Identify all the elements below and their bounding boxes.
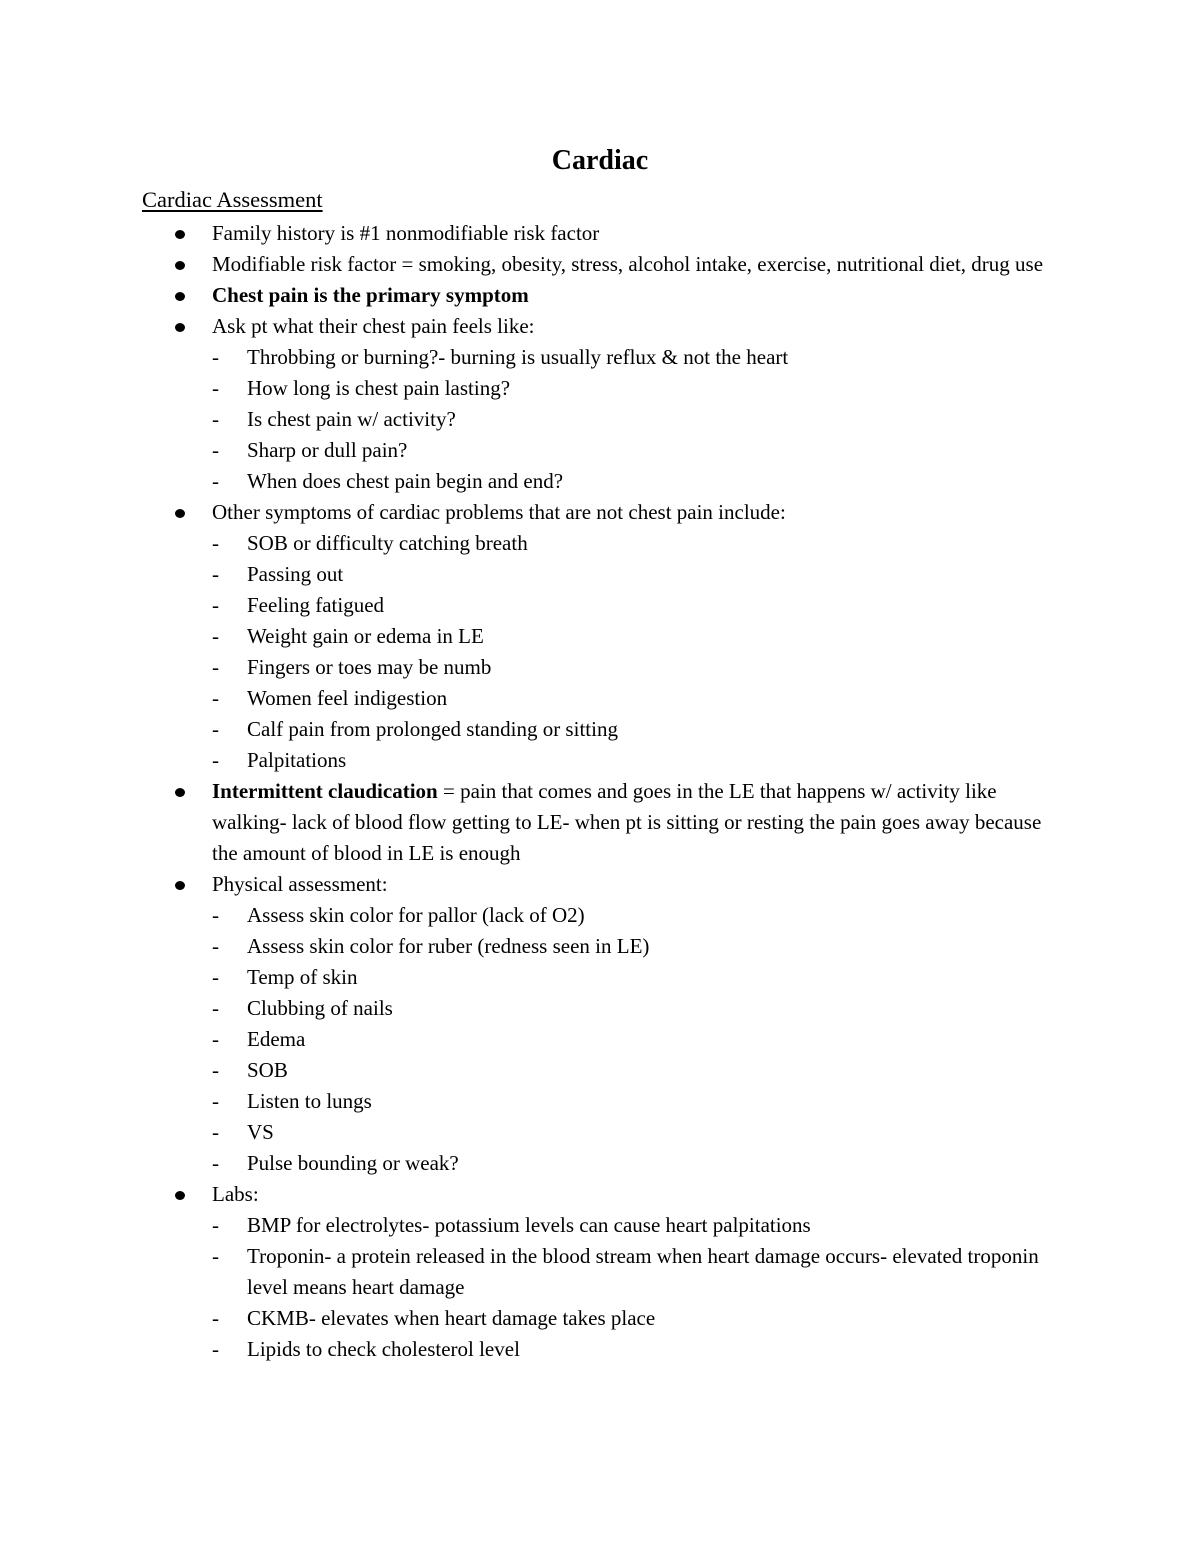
dash-marker: - xyxy=(212,1337,219,1361)
item-text: Palpitations xyxy=(247,748,347,772)
sub-list-item xyxy=(0,683,1200,714)
item-text: Is chest pain w/ activity? xyxy=(247,407,456,431)
dash-marker: - xyxy=(212,903,219,927)
sub-list-item xyxy=(0,373,1200,404)
item-text: Temp of skin xyxy=(247,965,358,989)
sub-list-item xyxy=(0,528,1200,559)
sub-list-item xyxy=(0,342,1200,373)
item-text: VS xyxy=(247,1120,274,1144)
sub-list-item xyxy=(0,1086,1200,1117)
dash-marker: - xyxy=(212,438,219,462)
dash-marker: - xyxy=(212,593,219,617)
item-text: Assess skin color for pallor (lack of O2) xyxy=(247,903,585,927)
sub-list-item xyxy=(0,1210,1200,1241)
item-text: Other symptoms of cardiac problems that are not chest pain include: xyxy=(212,500,786,524)
dash-marker: - xyxy=(212,531,219,555)
dash-marker: - xyxy=(212,562,219,586)
item-text: Modifiable risk factor = smoking, obesity, stress, alcohol intake, exercise, nutritional diet, drug use xyxy=(212,252,1044,276)
sub-list-item xyxy=(0,559,1200,590)
sub-list-item xyxy=(0,1055,1200,1086)
bullet-marker xyxy=(175,788,185,797)
bullet-list-item xyxy=(0,776,1200,869)
item-text: Troponin- a protein released in the blood stream when heart damage occurs- elevated troponin level means heart damage xyxy=(247,1244,1039,1299)
sub-list-item xyxy=(0,435,1200,466)
dash-marker: - xyxy=(212,1089,219,1113)
item-text: Ask pt what their chest pain feels like: xyxy=(212,314,535,338)
sub-list-item xyxy=(0,466,1200,497)
bullet-marker xyxy=(175,881,185,890)
item-text: When does chest pain begin and end? xyxy=(247,469,564,493)
sub-list-item xyxy=(0,714,1200,745)
item-text: Family history is #1 nonmodifiable risk factor xyxy=(212,221,600,245)
dash-marker: - xyxy=(212,469,219,493)
dash-marker: - xyxy=(212,655,219,679)
bullet-marker xyxy=(175,1191,185,1200)
document-title: Cardiac xyxy=(551,145,649,176)
sub-list-item xyxy=(0,1148,1200,1179)
notes-list xyxy=(0,218,1200,1365)
bullet-list-item xyxy=(0,311,1200,342)
bullet-marker xyxy=(175,230,185,239)
dash-marker: - xyxy=(212,1027,219,1051)
item-text: Weight gain or edema in LE xyxy=(247,624,484,648)
item-text: How long is chest pain lasting? xyxy=(247,376,511,400)
bullet-marker xyxy=(175,509,185,518)
dash-marker: - xyxy=(212,624,219,648)
dash-marker: - xyxy=(212,1244,219,1268)
sub-list-item xyxy=(0,1117,1200,1148)
item-text: SOB xyxy=(247,1058,288,1082)
item-text: Throbbing or burning?- burning is usually reflux & not the heart xyxy=(247,345,789,369)
sub-list-item xyxy=(0,1303,1200,1334)
item-text: = pain that comes and goes in the LE that happens w/ activity like walking- lack of blood flow getting to LE- when pt is sitting or resting the pain goes away because the amount of blood in LE is enough xyxy=(212,779,1042,865)
dash-marker: - xyxy=(212,965,219,989)
bullet-list-item xyxy=(0,1179,1200,1210)
dash-marker: - xyxy=(212,1306,219,1330)
bullet-list-item xyxy=(0,497,1200,528)
bold-term: Chest pain is the primary symptom xyxy=(212,283,529,307)
sub-list-item xyxy=(0,993,1200,1024)
bold-term: Intermittent claudication xyxy=(212,779,438,803)
sub-list-item xyxy=(0,652,1200,683)
item-text: Women feel indigestion xyxy=(247,686,448,710)
dash-marker: - xyxy=(212,1058,219,1082)
sub-list-item xyxy=(0,1024,1200,1055)
item-text: Lipids to check cholesterol level xyxy=(247,1337,520,1361)
item-text: Pulse bounding or weak? xyxy=(247,1151,459,1175)
item-text: Passing out xyxy=(247,562,344,586)
dash-marker: - xyxy=(212,717,219,741)
item-text: Feeling fatigued xyxy=(247,593,385,617)
bullet-list-item xyxy=(0,218,1200,249)
dash-marker: - xyxy=(212,1213,219,1237)
sub-list-item xyxy=(0,404,1200,435)
bullet-list-item xyxy=(0,869,1200,900)
sub-list-item xyxy=(0,745,1200,776)
bullet-marker xyxy=(175,323,185,332)
sub-list-item xyxy=(0,1334,1200,1365)
item-text: SOB or difficulty catching breath xyxy=(247,531,528,555)
item-text: Physical assessment: xyxy=(212,872,388,896)
dash-marker: - xyxy=(212,996,219,1020)
item-text: Assess skin color for ruber (redness seen in LE) xyxy=(247,934,650,958)
bullet-marker xyxy=(175,261,185,270)
item-text: Calf pain from prolonged standing or sitting xyxy=(247,717,618,741)
dash-marker: - xyxy=(212,1151,219,1175)
sub-list-item xyxy=(0,962,1200,993)
sub-list-item xyxy=(0,931,1200,962)
bullet-list-item xyxy=(0,280,1200,311)
dash-marker: - xyxy=(212,1120,219,1144)
item-text: Clubbing of nails xyxy=(247,996,393,1020)
section-heading: Cardiac Assessment xyxy=(142,187,323,212)
dash-marker: - xyxy=(212,686,219,710)
dash-marker: - xyxy=(212,376,219,400)
item-text: Labs: xyxy=(212,1182,259,1206)
item-text: BMP for electrolytes- potassium levels can cause heart palpitations xyxy=(247,1213,811,1237)
sub-list-item xyxy=(0,900,1200,931)
bullet-list-item xyxy=(0,249,1200,280)
sub-list-item xyxy=(0,621,1200,652)
dash-marker: - xyxy=(212,934,219,958)
item-text: Sharp or dull pain? xyxy=(247,438,408,462)
item-text: Edema xyxy=(247,1027,306,1051)
dash-marker: - xyxy=(212,748,219,772)
sub-list-item xyxy=(0,590,1200,621)
item-text: Fingers or toes may be numb xyxy=(247,655,492,679)
dash-marker: - xyxy=(212,407,219,431)
sub-list-item xyxy=(0,1241,1200,1303)
bullet-marker xyxy=(175,292,185,301)
item-text: CKMB- elevates when heart damage takes place xyxy=(247,1306,656,1330)
item-text: Listen to lungs xyxy=(247,1089,372,1113)
dash-marker: - xyxy=(212,345,219,369)
